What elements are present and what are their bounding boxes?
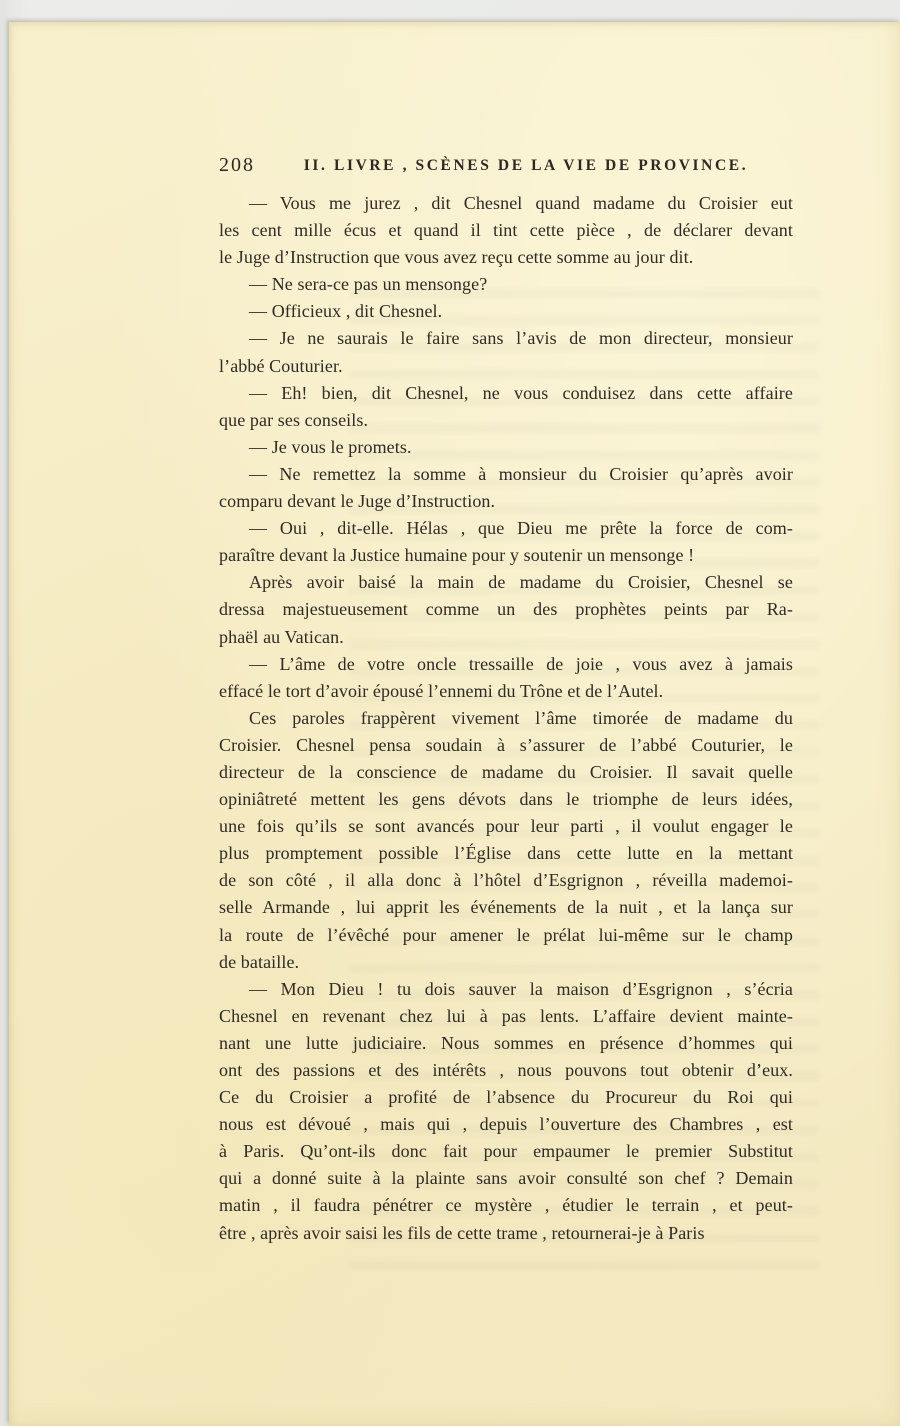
page-body (219, 190, 793, 1247)
paragraph (219, 271, 793, 298)
paragraph (219, 515, 793, 569)
paragraph (219, 651, 793, 705)
text-line: plus promptement possible l’Église dans cette lutte en la mettant (219, 843, 793, 864)
book-page (9, 22, 900, 1426)
text-line: la route de l’évêché pour amener le prélat lui-même sur le champ (219, 924, 793, 945)
paragraph (219, 569, 793, 650)
text-line: que par ses conseils. (219, 409, 369, 430)
text-line: selle Armande , lui apprit les événements de la nuit , et la lança sur (219, 897, 793, 918)
paragraph (219, 461, 793, 515)
text-line: une fois qu’ils se sont avancés pour leur parti , il voulut engager le (219, 816, 793, 837)
page-header (219, 154, 793, 178)
text-line: directeur de la conscience de madame du Croisier. Il savait quelle (219, 761, 793, 782)
text-line: — Ne remettez la somme à monsieur du Croisier qu’après avoir (249, 463, 793, 484)
paragraph (219, 190, 793, 271)
text-line: de son côté , il alla donc à l’hôtel d’Esgrignon , réveilla mademoi- (219, 870, 793, 891)
paragraph (219, 976, 793, 1247)
text-line: à Paris. Qu’ont-ils donc fait pour empaumer le premier Substitut (219, 1141, 793, 1162)
text-line: nant une lutte judiciaire. Nous sommes en présence d’hommes qui (219, 1032, 793, 1053)
text-line: — Oui , dit-elle. Hélas , que Dieu me prête la force de com- (249, 518, 793, 539)
text-line: de bataille. (219, 951, 300, 972)
text-line: Ces paroles frappèrent vivement l’âme timorée de madame du (249, 707, 793, 728)
text-line: phaël au Vatican. (219, 626, 344, 647)
text-line: le Juge d’Instruction que vous avez reçu cette somme au jour dit. (219, 247, 694, 268)
paragraph (219, 325, 793, 379)
text-line: l’abbé Couturier. (219, 355, 343, 376)
text-line: être , après avoir saisi les fils de cette trame , retournerai-je à Paris (219, 1222, 705, 1243)
text-line: — L’âme de votre oncle tressaille de joie , vous avez à jamais (249, 653, 793, 674)
text-line: — Je vous le promets. (249, 436, 412, 457)
paragraph (219, 705, 793, 976)
text-line: — Mon Dieu ! tu dois sauver la maison d’Esgrignon , s’écria (249, 978, 793, 999)
text-line: ont des passions et des intérêts , nous pouvons tout obtenir d’eux. (219, 1060, 793, 1080)
text-line: Après avoir baisé la main de madame du Croisier, Chesnel se (249, 572, 793, 593)
text-line: — Vous me jurez , dit Chesnel quand madame du Croisier eut (249, 193, 793, 213)
text-line: effacé le tort d’avoir épousé l’ennemi du Trône et de l’Autel. (219, 680, 664, 701)
text-line: Ce du Croisier a profité de l’absence du Procureur du Roi qui (219, 1087, 793, 1108)
text-line: — Officieux , dit Chesnel. (249, 301, 443, 322)
text-line: opiniâtreté mettent les gens dévots dans le triomphe de leurs idées, (219, 789, 793, 810)
running-title: II. LIVRE , SCÈNES DE LA VIE DE PROVINCE. (303, 157, 749, 174)
text-line: qui a donné suite à la plainte sans avoir consulté son chef ? Demain (219, 1168, 793, 1189)
text-line: — Je ne saurais le faire sans l’avis de mon directeur, monsieur (249, 328, 793, 349)
text-line: paraître devant la Justice humaine pour y soutenir un mensonge ! (219, 545, 695, 566)
text-line: — Eh! bien, dit Chesnel, ne vous conduisez dans cette affaire (249, 382, 793, 403)
text-line: — Ne sera-ce pas un mensonge? (249, 274, 488, 295)
text-line: les cent mille écus et quand il tint cette pièce , de déclarer devant (219, 220, 793, 241)
page-number: 208 (219, 154, 255, 176)
paragraph (219, 380, 793, 434)
text-line: Chesnel en revenant chez lui à pas lents. L’affaire devient mainte- (219, 1005, 793, 1026)
text-line: nous est dévoué , mais qui , depuis l’ouverture des Chambres , est (219, 1114, 793, 1135)
text-line: Croisier. Chesnel pensa soudain à s’assurer de l’abbé Couturier, le (219, 734, 793, 755)
paragraph (219, 298, 793, 325)
text-line: comparu devant le Juge d’Instruction. (219, 491, 496, 512)
text-line: dressa majestueusement comme un des prophètes peints par Ra- (219, 599, 793, 620)
text-line: matin , il faudra pénétrer ce mystère , étudier le terrain , et peut- (219, 1195, 793, 1216)
paragraph (219, 434, 793, 461)
